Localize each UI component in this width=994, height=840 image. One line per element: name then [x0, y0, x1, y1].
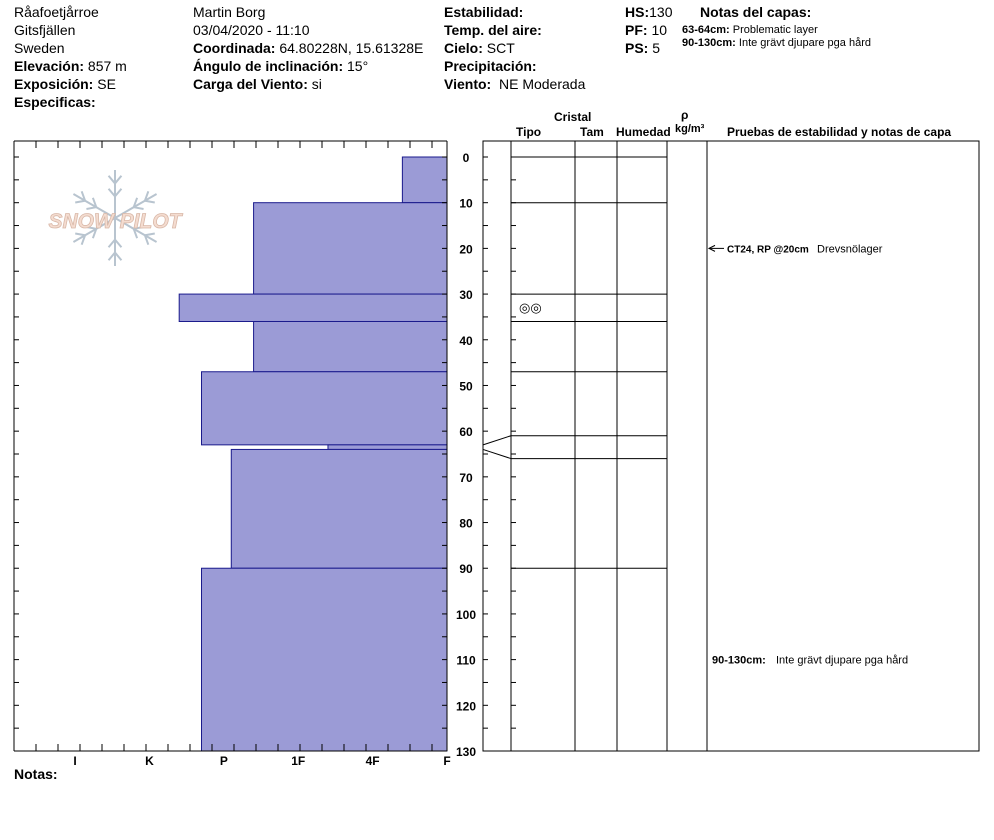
layer-connector	[483, 436, 511, 445]
ps-label: PS:	[625, 40, 649, 56]
layer-comment-text: Inte grävt djupare pga hård	[776, 654, 909, 667]
depth-label: 100	[455, 607, 477, 622]
flake-branch	[86, 207, 96, 209]
location-name: Råafoetjårroe	[14, 4, 99, 20]
hardness-scale-label: 4F	[365, 754, 380, 768]
pf-label: PF:	[625, 22, 648, 38]
depth-label: 30	[459, 288, 473, 303]
rho-header: ρ	[681, 108, 689, 122]
crystal-header: Cristal	[554, 110, 592, 124]
hs-value: 130	[649, 4, 673, 20]
depth-label: 10	[459, 196, 473, 211]
observation-datetime: 03/04/2020 - 11:10	[193, 22, 310, 38]
coordinates-value: 64.80228N, 15.61328E	[279, 40, 424, 56]
moisture-header: Humedad	[616, 125, 671, 139]
depth-label: 70	[459, 470, 473, 485]
hardness-bar	[328, 445, 447, 450]
precip-label: Precipitación:	[444, 58, 537, 74]
type-header: Tipo	[516, 125, 542, 139]
elevation-label: Elevación:	[14, 58, 85, 74]
layer-note-text: Inte grävt djupare pga hård	[738, 37, 871, 49]
hardness-scale-label: K	[145, 754, 154, 768]
aspect-label: Exposición:	[14, 76, 94, 92]
layer-note-range: 90-130cm:	[682, 37, 736, 49]
slope-angle-label: Ángulo de inclinación:	[193, 58, 344, 74]
ps-value: 5	[652, 40, 661, 56]
depth-label: 40	[459, 333, 473, 348]
depth-label: 120	[455, 699, 477, 714]
depth-label: 90	[459, 562, 473, 577]
stability-test-label: CT24, RP @20cm	[727, 244, 809, 256]
stability-test-note: Drevsnölager	[817, 243, 883, 256]
specifics-label: Especificas:	[14, 94, 96, 110]
hardness-scale-label: 1F	[291, 754, 306, 768]
hardness-bar	[202, 372, 447, 445]
hs-label: HS:	[625, 4, 650, 20]
wind-value: NE Moderada	[498, 76, 586, 92]
depth-label: 80	[459, 516, 473, 531]
watermark-text: SNOW PILOT	[48, 210, 182, 233]
depth-label: 130	[455, 745, 477, 759]
layer-note-text: Problematic layer	[732, 24, 818, 36]
hardness-bar	[231, 449, 447, 568]
air-temp-label: Temp. del aire:	[444, 22, 542, 38]
hardness-bar	[402, 157, 447, 203]
stability-label: Estabilidad:	[444, 4, 524, 20]
flake-branch	[75, 234, 85, 236]
hardness-scale-label: P	[219, 754, 228, 768]
layer-notes-title: Notas del capas:	[700, 4, 812, 20]
depth-label: 0	[462, 151, 470, 165]
pf-value: 10	[651, 22, 668, 38]
stability-notes-header: Pruebas de estabilidad y notas de capa	[727, 125, 952, 139]
depth-label: 110	[456, 653, 476, 668]
hardness-scale-label: I	[73, 754, 77, 768]
sky-value: SCT	[486, 40, 515, 56]
observer-name: Martin Borg	[193, 4, 266, 20]
layer-note-range: 63-64cm:	[682, 24, 730, 36]
country-name: Sweden	[14, 40, 65, 56]
flake-branch	[134, 207, 144, 209]
hardness-bar	[202, 568, 447, 751]
flake-branch	[145, 234, 155, 236]
depth-label: 60	[459, 425, 473, 440]
slope-angle-value: 15°	[347, 58, 369, 74]
grain-type-symbol: ◎◎	[519, 299, 542, 315]
flake-branch	[75, 201, 85, 203]
coordinates-label: Coordinada:	[193, 40, 276, 56]
notes-label: Notas:	[14, 766, 58, 782]
density-header: kg/m³	[675, 123, 705, 135]
depth-label: 50	[459, 379, 473, 394]
hardness-bar	[254, 321, 447, 371]
depth-label: 20	[459, 242, 473, 257]
flake-branch	[145, 201, 155, 203]
region-name: Gitsfjällen	[14, 22, 76, 38]
sky-label: Cielo:	[444, 40, 483, 56]
wind-loading-label: Carga del Viento:	[193, 76, 308, 92]
wind-label: Viento:	[444, 76, 492, 92]
layer-comment-range: 90-130cm:	[712, 654, 766, 667]
snowpilot-logo	[49, 170, 184, 266]
size-header: Tam	[580, 125, 604, 139]
wind-loading-value: si	[311, 76, 322, 92]
hardness-bar	[254, 203, 447, 294]
elevation-value: 857 m	[87, 58, 127, 74]
aspect-value: SE	[97, 76, 116, 92]
hardness-scale-label: F	[443, 754, 451, 768]
hardness-bar	[179, 294, 447, 321]
